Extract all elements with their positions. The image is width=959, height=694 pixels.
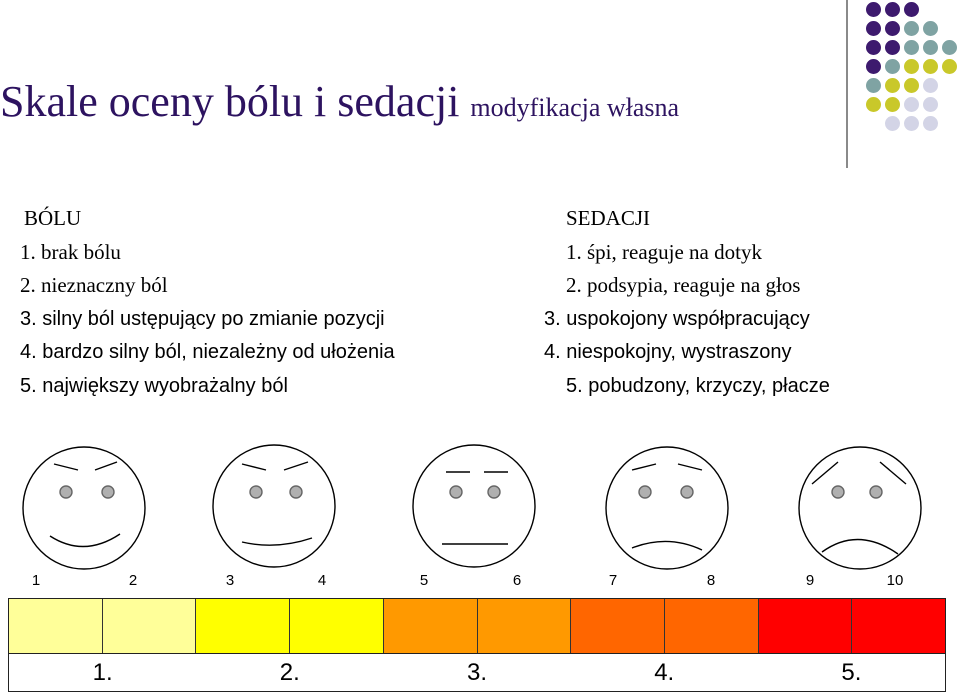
decorative-dot (866, 2, 881, 17)
level-label-4: 4. (654, 659, 675, 686)
sedation-header: SEDACJI (566, 206, 651, 230)
decorative-dot (904, 97, 919, 112)
pain-item-5: 5. największy wyobrażalny ból (20, 374, 288, 397)
decorative-dot (885, 21, 900, 36)
neutral-face (413, 445, 535, 567)
scale-segment-3 (196, 599, 290, 653)
decorative-dot (904, 59, 919, 74)
slightly-sad-face (606, 447, 728, 569)
page-title (0, 72, 679, 138)
pain-header: BÓLU (24, 206, 82, 230)
decorative-dot (866, 40, 881, 55)
scale-number-7: 7 (608, 572, 618, 589)
decorative-dot (923, 78, 938, 93)
scale-number-8: 8 (706, 572, 716, 589)
scale-number-1: 1 (31, 572, 41, 589)
sedation-item-1: 1. śpi, reaguje na dotyk (566, 239, 762, 264)
decorative-dot (923, 59, 938, 74)
decorative-dot (923, 21, 938, 36)
decorative-dot-grid (865, 0, 959, 150)
sedation-item-5: 5. pobudzony, krzyczy, płacze (566, 374, 830, 397)
title-main: Skale oceny bólu i sedacji (0, 77, 460, 126)
scale-levels (8, 654, 946, 692)
decorative-dot (885, 2, 900, 17)
decorative-dot (904, 78, 919, 93)
decorative-divider-line (846, 0, 848, 168)
decorative-dot (866, 21, 881, 36)
scale-segment-2 (103, 599, 197, 653)
sedation-item-3: 3. uspokojony współpracujący (544, 307, 810, 330)
decorative-dot (866, 97, 881, 112)
level-label-3: 3. (467, 659, 488, 686)
decorative-dot (904, 21, 919, 36)
scale-segment-1 (9, 599, 103, 653)
scale-segment-9 (759, 599, 853, 653)
decorative-dot (885, 59, 900, 74)
scale-segment-8 (665, 599, 759, 653)
decorative-dot (942, 59, 957, 74)
sedation-scale-list (544, 202, 830, 403)
title-subtitle: modyfikacja własna (470, 93, 680, 122)
scale-segment-6 (478, 599, 572, 653)
pain-item-3: 3. silny ból ustępujący po zmianie pozycji (20, 307, 385, 330)
decorative-dot (885, 116, 900, 131)
scale-segment-10 (852, 599, 945, 653)
scale-number-5: 5 (419, 572, 429, 589)
decorative-dot (904, 2, 919, 17)
scale-number-2: 2 (128, 572, 138, 589)
decorative-dot (866, 59, 881, 74)
scale-number-4: 4 (317, 572, 327, 589)
scale-number-6: 6 (512, 572, 522, 589)
decorative-dot (923, 97, 938, 112)
scale-segment-7 (571, 599, 665, 653)
decorative-dot (885, 40, 900, 55)
pain-item-2: 2. nieznaczny ból (20, 273, 168, 297)
scale-segment-5 (384, 599, 478, 653)
scale-numbers (0, 572, 959, 594)
scale-number-10: 10 (886, 572, 904, 589)
sedation-item-4: 4. niespokojny, wystraszony (544, 341, 792, 363)
scale-number-9: 9 (805, 572, 815, 589)
level-label-5: 5. (841, 659, 862, 686)
sedation-item-2: 2. podsypia, reaguje na głos (566, 273, 801, 297)
pain-color-scale-bar (8, 598, 946, 654)
slight-smile-face (213, 445, 335, 567)
pain-faces-row (0, 440, 959, 580)
pain-item-1: 1. brak bólu (20, 239, 121, 264)
decorative-dot (923, 116, 938, 131)
decorative-dot (942, 40, 957, 55)
smiling-face (23, 447, 145, 569)
decorative-dot (885, 78, 900, 93)
decorative-dot (866, 78, 881, 93)
pain-item-4: 4. bardzo silny ból, niezależny od ułożenia (20, 341, 395, 363)
decorative-dot (885, 97, 900, 112)
pain-scale-list (20, 202, 395, 403)
decorative-dot (923, 40, 938, 55)
sad-face (799, 447, 921, 569)
decorative-dot (904, 116, 919, 131)
decorative-dot (904, 40, 919, 55)
scale-number-3: 3 (225, 572, 235, 589)
level-label-1: 1. (92, 659, 113, 686)
scale-segment-4 (290, 599, 384, 653)
level-label-2: 2. (279, 659, 300, 686)
